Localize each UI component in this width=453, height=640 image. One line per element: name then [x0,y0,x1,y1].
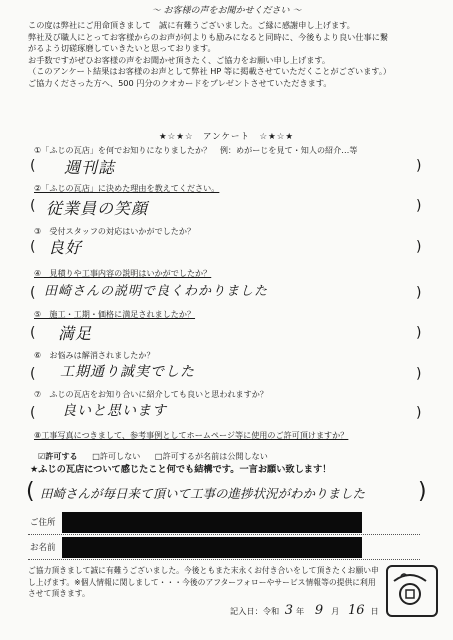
answer-7: 良いと思います [62,403,167,419]
page-title: ～ お客様の声をお聞かせください ～ [151,6,302,16]
date-year: 3 [284,603,294,618]
question-5 [34,309,426,319]
intro-line: お手数ですがぜひお客様の声をお聞かせ頂きたく、ご協力をお願い申し上げます。 [28,54,331,65]
survey-header: ★☆★☆ アンケート ☆★☆★ [159,132,294,142]
question-6 [34,350,426,360]
intro-line: （このアンケート結果はお客様のお声として弊社 HP 等に掲載させていただくことがございます。） [28,66,392,77]
answer-3: 良好 [48,238,83,257]
date-day-label: 日 [370,606,379,616]
question-2 [34,183,426,193]
name-underline [28,559,420,560]
date-month-label: 月 [331,606,340,616]
name-label: お名前 [30,543,56,553]
date-month: 9 [314,603,324,618]
question-7 [34,389,426,399]
closing-line: ご協力頂きまして誠に有難うございました。今後ともまた末永くお付き合いをして頂きたくお願い申 [28,566,379,575]
question-hint: 例：めがーじを見て・知人の紹介…等 [219,145,358,155]
company-logo-stamp [386,565,438,617]
closing-line: し上げます。※個人情報に関しまして・・・今後のアフターフォローやサービス情報等の提供に利用 [28,577,376,587]
permission-option-allow[interactable]: ☑許可する [38,451,78,461]
survey-sheet: ～ お客様の声をお聞かせください ～ この度は弊社にご用命頂きまして 誠に有難うございました。ご縁に感謝申し上げます。 弊社及び職人にとってお客様からのお声が何よりも励みになると同時に、今後もより良い仕事に繋 がるよう切磋琢磨していきたいと思っております。 お手数ですがぜひお客様の声をお聞かせ頂きたく、ご協力をお願い申し上げます。 （このアンケート結果はお客様のお声として弊社 HP 等に掲載させていただくことがございます。） ご協力くださった方へ、500 円分のクオカードをプレゼントさせていただきます。 ★☆★☆ アンケート ☆★☆★ ①「ふじの瓦店」を何でお知りになりましたか？ 例：めがーじを見て・知人の紹介…等 ( ) 週刊誌 ②「ふじの瓦店」に決めた理由を教えてください。 ( ) 従業員の笑顔 ③ 受付スタッフの対応はいかがでしたか？ ( ) 良好 ④ 見積りや工事内容の説明はいかがでしたか？ ( ) 田崎さんの説明で良くわかりました ⑤ 施工・工期・価格に満足されましたか？ ( ) 満足 ⑥ お悩みは解消されましたか？ ( ) 工期通り誠実でした ⑦ ふじの瓦店をお知り合いに紹介しても良いと思われますか？ ( ) 良いと思います ⑧工事写真につきまして、参考事例としてホームページ等に使用のご許可頂けますか？ ☑許可する □許可しない □許可するが名前は公開しない ★ふじの瓦店について感じたこと何でも結構です。一言お願い致します！ ( ) 田崎さんが毎日来て頂いて工事の進捗状況がわかりました ご住所 お名前 ご協力頂きまして誠に有難うございました。今後ともまた末永くお付き合いをして頂きたくお願い申 し上げます。※個人情報に関しまして・・・今後のアフターフォローやサービス情報等の提供に利用 させて頂きます。 記入日：令和 3 年 9 月 16 日 [0,0,453,640]
question-label: ①「ふじの瓦店」を何でお知りになりましたか？ [34,145,212,155]
question-8 [34,430,426,440]
name-redaction [62,537,362,558]
question-label: ④ 見積りや工事内容の説明はいかがでしたか？ [34,268,212,278]
answer-5: 満足 [58,324,93,343]
intro-line: がるよう切磋琢磨していきたいと思っております。 [28,43,216,54]
photo-permission-options [38,451,280,461]
comment-prompt: ★ふじの瓦店について感じたこと何でも結構です。一言お願い致します！ [30,464,332,475]
question-3 [34,226,426,236]
address-label: ご住所 [30,518,56,528]
answer-1: 週刊誌 [64,158,116,177]
address-redaction [62,512,362,533]
logo-mark-icon [388,567,432,611]
permission-option-anonymous[interactable]: □許可するが名前は公開しない [154,451,268,461]
question-label: ⑤ 施工・工期・価格に満足されましたか？ [34,309,196,319]
comment-answer: 田崎さんが毎日来て頂いて工事の進捗状況がわかりました [40,486,366,501]
intro-line: 弊社及び職人にとってお客様からのお声が何よりも励みになると同時に、今後もより良い仕事に繋 [28,31,389,42]
question-label: ⑦ ふじの瓦店をお知り合いに紹介しても良いと思われますか？ [34,389,268,399]
address-underline [28,534,420,535]
answer-6: 工期通り誠実でした [60,364,195,380]
date-year-label: 年 [296,606,305,616]
question-label: ⑥ お悩みは解消されましたか？ [34,350,155,360]
closing-text [28,566,388,601]
intro-text [28,20,440,90]
date-day: 16 [347,603,365,618]
question-label: ⑧工事写真につきまして、参考事例としてホームページ等に使用のご許可頂けますか？ [34,430,349,440]
closing-line: させて頂きます。 [28,589,90,598]
question-1 [34,145,426,155]
date-prefix: 記入日：令和 [230,606,280,616]
question-label: ③ 受付スタッフの対応はいかがでしたか？ [34,226,196,236]
answer-2: 従業員の笑顔 [46,199,149,218]
intro-line: ご協力くださった方へ、500 円分のクオカードをプレゼントさせていただきます。 [28,77,332,88]
permission-option-deny[interactable]: □許可しない [92,451,141,461]
question-label: ②「ふじの瓦店」に決めた理由を教えてください。 [34,183,220,193]
answer-4: 田崎さんの説明で良くわかりました [44,284,269,299]
entry-date [230,603,379,619]
question-4 [34,268,426,278]
intro-line: この度は弊社にご用命頂きまして 誠に有難うございました。ご縁に感謝申し上げます。 [28,20,355,30]
